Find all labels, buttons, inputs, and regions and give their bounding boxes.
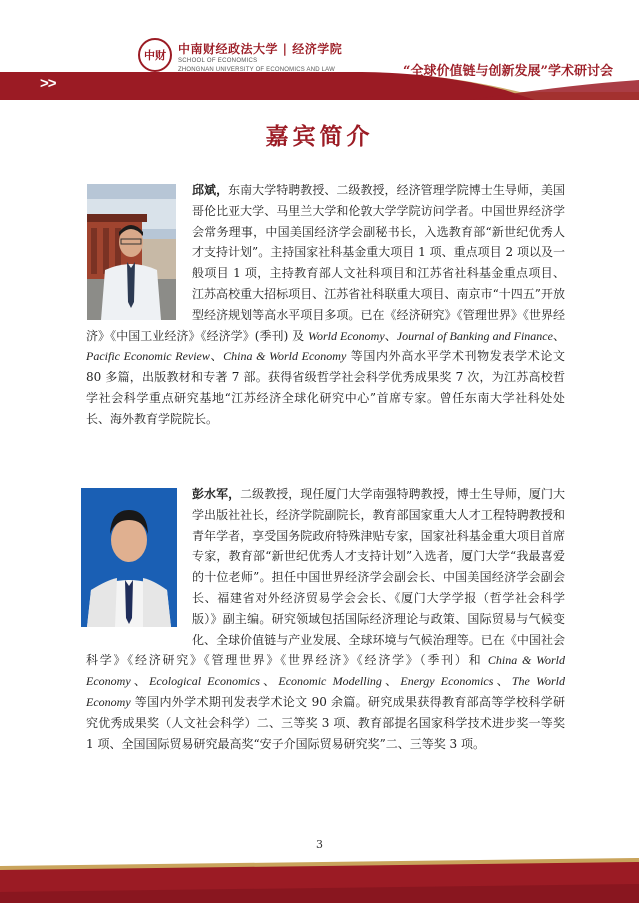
school-name-en-line1: SCHOOL OF ECONOMICS (178, 58, 258, 64)
separator: 、 (130, 674, 150, 689)
journal-name: Journal of Banking and Finance (396, 328, 553, 343)
separator: 、 (259, 674, 279, 689)
journal-name: Pacific Economic Review (86, 349, 210, 364)
school-logo-icon: 中财 (138, 38, 172, 72)
separator: 、 (493, 674, 512, 689)
separator: 、 (552, 328, 565, 343)
separator: 、 (381, 674, 401, 689)
double-chevron-icon: >> (40, 75, 56, 92)
guest-name: 邱斌， (192, 183, 229, 197)
guest-bio-qiu-bin (86, 180, 565, 430)
guest-bio-peng-shuijun (86, 484, 565, 754)
conference-title: “全球价值链与创新发展”学术研讨会 (403, 64, 613, 79)
journal-name: Energy Economics (400, 674, 494, 689)
page-number: 3 (316, 838, 323, 851)
journal-name: The World Economy (86, 674, 565, 709)
bio-text: 二级教授，现任厦门大学南强特聘教授，博士生导师，厦门大学出版社社长，经济学院副院长，教育部国家重大人才工程特聘教授和青年学者，享受国务院政府特殊津贴专家，国家社科基金重大项目首席专家，教育部“新世纪优秀人才支持计划”入选者，厦门大学“我最喜爱的十位老师”。担任中国世界经济学会副会长、中国美国经济学会副会长、福建省对外经济贸易学会会长、《厦门大学学报（哲学社会科学版）》副主编。研究领域包括国际经济理论与政策、国际贸易与气候变化、全球价值链与产业发展、全球环境与气候治理等。已在《中国社会科学》《经济研究》《管理世界》《世界经济》《经济学》（季刊）和 (86, 487, 565, 668)
journal-name: China & World Economy (223, 349, 347, 364)
journal-name: China & World Economy (86, 653, 565, 689)
footer-decoration (0, 858, 639, 903)
bio-text: 等国内外高水平学术刊物发表学术论文 80 多篇，出版教材和专著 7 部。获得省级哲学社会科学优秀成果奖 7 次，为江苏高校哲学社会科学重点研究基地“江苏经济全球化研究中心”首席专家。曾任东南大学社科处处长、海外教育学院院长。 (86, 349, 565, 426)
journal-name: Economic Modelling (278, 674, 382, 689)
bio-text: 东南大学特聘教授、二级教授，经济管理学院博士生导师，美国哥伦比亚大学、马里兰大学和伦敦大学学院访问学者。中国世界经济学会常务理事，中国美国经济学会副秘书长，入选教育部“新世纪优秀人才支持计划”。主持国家社科基金重大项目 1 项、重点项目 2 项以及一般项目 1 项，主持教育部人文社科项目和江苏省社科基金重点项目、江苏高校重大招标项目、江苏省社科联重大项目、南京市“十四五”开放型经济规划等高水平项目多项。已在《经济研究》《管理世界》《世界经济》《中国工业经济》《经济学》(季刊) 及 (86, 183, 565, 343)
separator: 、 (384, 328, 397, 343)
guest-name: 彭水军， (192, 487, 241, 501)
bio-text: 等国内外学术期刊发表学术论文 90 余篇。研究成果获得教育部高等学校科学研究优秀成果奖（人文社会科学）二、三等奖 3 项、教育部提名国家科学技术进步奖一等奖 1 项、全国国际贸易研究最高奖“安子介国际贸易研究奖”二、三等奖 3 项。 (86, 694, 565, 751)
page-footer (0, 858, 639, 903)
school-name-en-line2: ZHONGNAN UNIVERSITY OF ECONOMICS AND LAW (178, 67, 336, 73)
page-header (0, 0, 639, 100)
journal-name: World Economy (308, 328, 385, 343)
page-title: 嘉宾简介 (265, 123, 374, 150)
separator: 、 (209, 349, 224, 364)
school-name-cn: 中南财经政法大学 | 经济学院 (178, 42, 343, 56)
journal-name: Ecological Economics (149, 674, 260, 689)
